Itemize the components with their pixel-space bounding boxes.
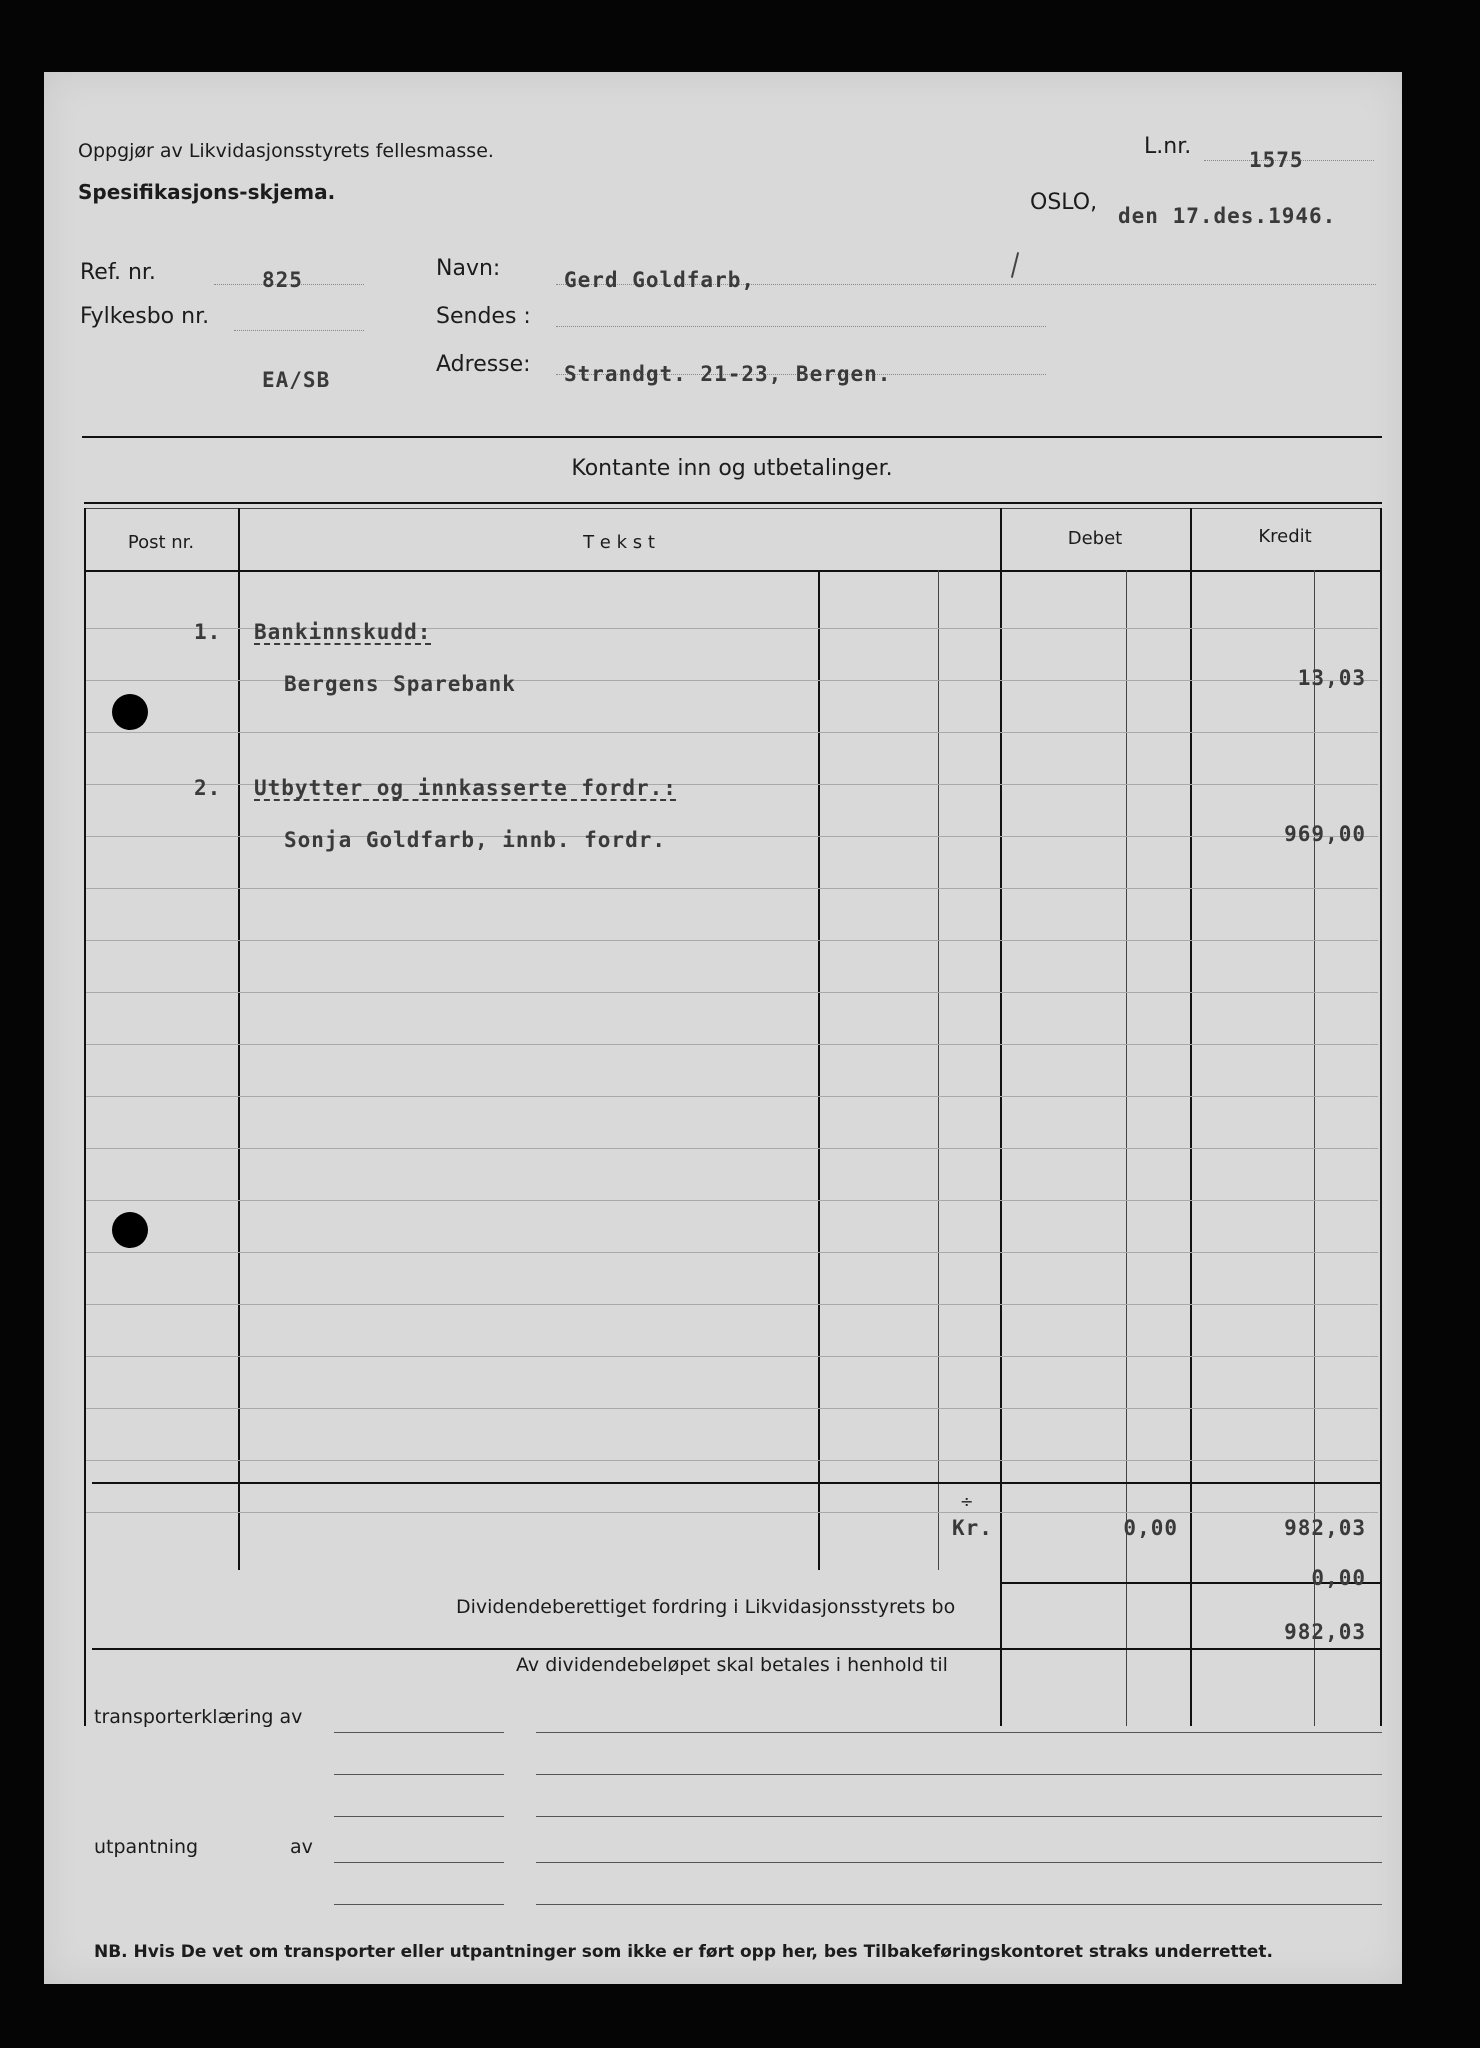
col-line-kredit (1190, 508, 1192, 1726)
ruled-line (86, 1200, 1378, 1201)
entry-2-heading: Utbytter og innkasserte fordr.: (254, 776, 677, 800)
ruled-line (86, 940, 1378, 941)
kr-label: Kr. (952, 1516, 993, 1540)
total-debet: 0,00 (1123, 1516, 1178, 1540)
form-subtitle: Spesifikasjons-skjema. (78, 180, 336, 204)
form-title: Oppgjør av Likvidasjonsstyrets fellesmasse. (78, 140, 494, 162)
minus-sign: ÷ (960, 1492, 974, 1511)
lnr-value: 1575 (1249, 148, 1304, 172)
table-right-border (1380, 508, 1382, 1726)
table-left-border (84, 508, 86, 1726)
date-value: den 17.des.1946. (1118, 204, 1337, 228)
ruled-line (86, 1512, 1378, 1513)
entry-1-kredit: 13,03 (1297, 666, 1366, 690)
navn-label: Navn: (436, 256, 501, 281)
totals-top-line (92, 1482, 1382, 1484)
punch-hole-top (112, 694, 148, 730)
col-line-post (238, 508, 240, 1570)
punch-hole-bottom (112, 1212, 148, 1248)
sendes-line (556, 326, 1046, 327)
ruled-line (86, 836, 1378, 837)
ruled-line (86, 992, 1378, 993)
lnr-label: L.nr. (1144, 134, 1192, 159)
transport-line-long-2 (536, 1774, 1382, 1775)
section-title: Kontante inn og utbetalinger. (571, 456, 893, 481)
entry-1-detail: Bergens Sparebank (284, 672, 516, 696)
transport-line-long-1 (536, 1732, 1382, 1733)
ref-label: Ref. nr. (80, 260, 156, 285)
entry-2-kredit: 969,00 (1284, 822, 1366, 846)
sendes-label: Sendes : (436, 304, 531, 329)
city-label: OSLO, (1030, 190, 1098, 215)
header-kredit: Kredit (1258, 526, 1312, 547)
col-line-tekst-1 (818, 570, 820, 1570)
dividend-value: 982,03 (1284, 1620, 1366, 1644)
transport-label: transporterklæring av (94, 1706, 303, 1728)
transport-line-short-3 (334, 1816, 504, 1817)
utpantning-av-label: av (290, 1836, 313, 1858)
fylkesbo-label: Fylkesbo nr. (80, 304, 210, 329)
utpantning-label: utpantning (94, 1836, 199, 1858)
dividend-label: Dividendeberettiget fordring i Likvidasjonsstyrets bo (456, 1596, 956, 1618)
ruled-line (86, 1044, 1378, 1045)
header-post: Post nr. (127, 532, 195, 553)
ruled-line (86, 1252, 1378, 1253)
header-tekst: T e k s t (583, 532, 655, 553)
ruled-line (86, 1460, 1378, 1461)
header-debet: Debet (1067, 528, 1123, 549)
transport-line-short-1 (334, 1732, 504, 1733)
navn-value: Gerd Goldfarb, (564, 268, 756, 292)
table-header-bottom (84, 570, 1382, 572)
fylkesbo-line (234, 330, 364, 331)
entry-1-post: 1. (194, 620, 222, 644)
entry-1-heading: Bankinnskudd: (254, 620, 432, 644)
utpantning-line-short-1 (334, 1862, 504, 1863)
ruled-line (86, 680, 1378, 681)
utpantning-line-long-1 (536, 1862, 1382, 1863)
adresse-value: Strandgt. 21-23, Bergen. (564, 362, 892, 386)
total-kredit: 982,03 (1284, 1516, 1366, 1540)
table-top-border (84, 502, 1382, 504)
ruled-line (86, 1096, 1378, 1097)
utpantning-line-short-2 (334, 1904, 504, 1905)
adresse-label: Adresse: (436, 352, 531, 377)
ruled-line (86, 1408, 1378, 1409)
nb-note: NB. Hvis De vet om transporter eller utpantninger som ikke er ført opp her, bes Tilbakeføringskontoret straks underrettet. (94, 1942, 1273, 1962)
ruled-line (86, 1304, 1378, 1305)
section-divider (82, 436, 1382, 438)
table-top-border-inner (84, 508, 1382, 509)
payout-line: Av dividendebeløpet skal betales i henhold til (516, 1654, 948, 1676)
utpantning-line-long-2 (536, 1904, 1382, 1905)
ruled-line (86, 732, 1378, 733)
ruled-line (86, 1148, 1378, 1149)
deduction-value: 0,00 (1311, 1566, 1366, 1590)
entry-2-detail: Sonja Goldfarb, innb. fordr. (284, 828, 667, 852)
ruled-line (86, 1356, 1378, 1357)
col-line-debet (1000, 508, 1002, 1726)
pencil-mark (1011, 252, 1019, 278)
transport-line-short-2 (334, 1774, 504, 1775)
document-page (44, 72, 1402, 1984)
transport-line-long-3 (536, 1816, 1382, 1817)
initials: EA/SB (262, 368, 331, 392)
ruled-line (86, 888, 1378, 889)
table-bottom-border (92, 1648, 1382, 1650)
ref-value: 825 (262, 268, 303, 292)
col-line-tekst-2 (938, 570, 939, 1570)
entry-2-post: 2. (194, 776, 222, 800)
